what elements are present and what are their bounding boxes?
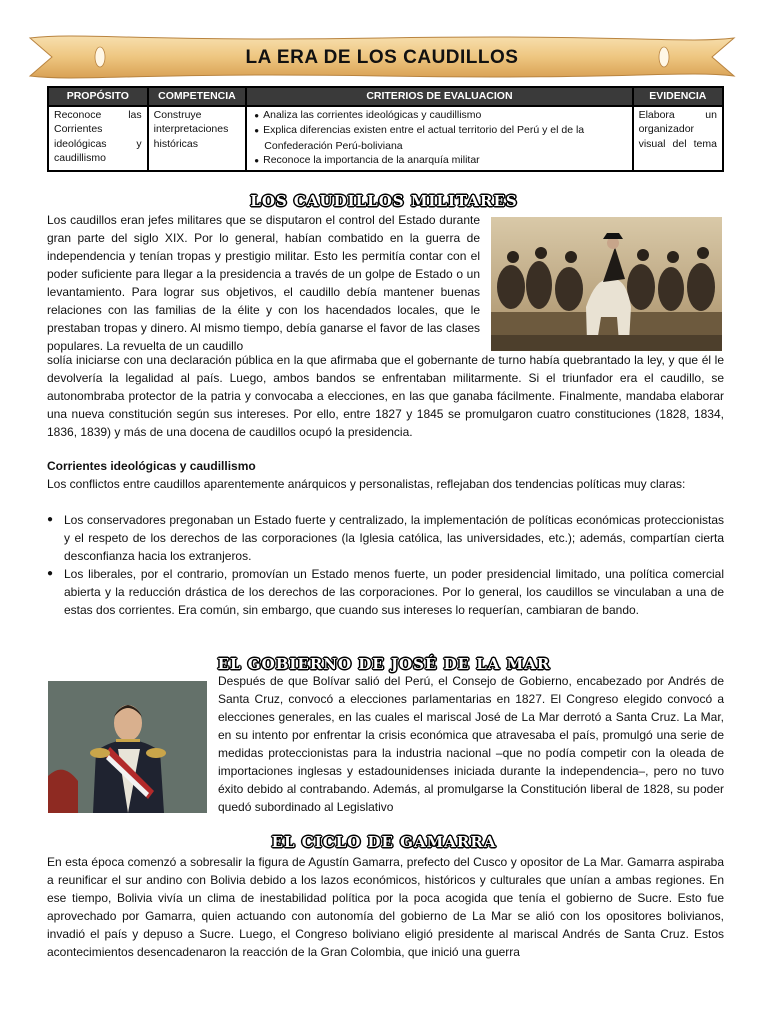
page-title: LA ERA DE LOS CAUDILLOS xyxy=(245,47,519,68)
section-heading-la-mar: EL GOBIERNO DE JOSÉ DE LA MAR xyxy=(217,655,551,673)
header-criterios: CRITERIOS DE EVALUACION xyxy=(246,87,632,106)
section-heading-gamarra: EL CICLO DE GAMARRA xyxy=(271,833,497,851)
caudillos-paragraph-intro: Los caudillos eran jefes militares que se disputaron el control del Estado durante gran parte del siglo XIX. Por lo general, habían combatido en la guerra de independencia y tenían tropas y prestigio militar. Esto les permitía contar con el poder suficiente para llegar a la presidencia a través de un golpe de Estado o un levantamiento. Para lograr sus objetivos, el caudillo debía mantener buenas relaciones con las familias de la élite y con los hacendados locales, que le prestaban tropas y dinero. Al mismo tiempo, debía ganarse el favor de las clases populares. La revuelta de un caudillo xyxy=(47,213,480,353)
la-mar-paragraph: Después de que Bolívar salió del Perú, el Consejo de Gobierno, encabezado por Andrés de Santa Cruz, convocó a elecciones parlamentarias en 1827. El Congreso elegido convocó a elecciones generales, en las cuales el mariscal José de La Mar derrotó a Santa Cruz. La Mar, en su intento por enfrentar la crisis económica que atravesaba el país, promulgó una serie de medidas proteccionistas para la industria nacional –que no podía competir con la oleada de importaciones inglesas y estadounidenses iniciada durante la independencia–, pero no tuvo éxito debido al contrabando. Además, al promulgarse la Constitución liberal de 1828, su poder quedó subordinado al Legislativo xyxy=(218,674,724,814)
header-proposito: PROPÓSITO xyxy=(48,87,148,106)
la-mar-portrait-image xyxy=(48,681,207,813)
title-banner xyxy=(22,32,742,82)
list-item-conservadores: ● Los conservadores pregonaban un Estado fuerte y centralizado, la implementación de políticas económicas proteccionistas y el respeto de los derechos de las corporaciones (la Iglesia católica, las universidades, etc.); además, compartían cierta desconfianza hacia los extranjeros. xyxy=(47,511,724,565)
caudillos-cavalry-image xyxy=(491,217,722,351)
corrientes-intro: Los conflictos entre caudillos aparentemente anárquicos y personalistas, reflejaban dos tendencias políticas muy claras: xyxy=(47,477,686,491)
list-item-liberales: ● Los liberales, por el contrario, promovían un Estado menos fuerte, un poder presidencial limitado, una política comercial abierta y la reducción drástica de los derechos de las corporaciones. Por lo general, los caudillos se vinculaban a una de estas dos corrientes. Era común, sin embargo, que cuando sus intereses lo requerían, cambiaran de bando. xyxy=(47,565,724,619)
cell-competencia: Construye interpretaciones históricas xyxy=(148,106,247,171)
cell-evidencia: Elabora un organizador visual del tema xyxy=(633,106,723,171)
gamarra-paragraph: En esta época comenzó a sobresalir la figura de Agustín Gamarra, prefecto del Cusco y opositor de La Mar. Gamarra aspiraba a reunificar el sur andino con Bolivia debido a los lazos económicos, históricos y culturales que unían a ambas regiones. En ese tiempo, Bolivia vivía un clima de inestabilidad política por la poca acogida que tenía el gobierno de Sucre. Esto fue aprovechado por Gamarra, quien actuando con autonomía del gobierno de La Mar se alió con los opositores bolivianos, invadió el país y depuso a Sucre. Luego, el Congreso boliviano eligió presidente al mariscal Andrés de Santa Cruz. Estos acontecimientos desencadenaron la reacción de la Gran Colombia, que inició una guerra xyxy=(47,855,724,959)
criterio-item: ● Explica diferencias existen entre el actual territorio del Perú y el de la Confederación Perú-boliviana xyxy=(252,123,626,153)
corrientes-subtitle: Corrientes ideológicas y caudillismo xyxy=(47,459,256,473)
criterio-item: ● Analiza las corrientes ideológicas y caudillismo xyxy=(252,108,626,124)
cell-proposito: Reconoce las Corrientes ideológicas y caudillismo xyxy=(48,106,148,171)
learning-table xyxy=(47,86,724,172)
corrientes-list xyxy=(47,511,724,619)
criterio-item: ● Reconoce la importancia de la anarquía militar xyxy=(252,153,626,169)
cell-criterios xyxy=(246,106,632,171)
table-row xyxy=(48,106,723,171)
caudillos-paragraph-continued: solía iniciarse con una declaración pública en la que afirmaba que el gobernante de turno había quebrantado la ley, y que él le devolvería la legalidad al país. Luego, ambos bandos se enfrentaban militarmente. Si el triunfador era el caudillo, se autonombraba protector de la patria y convocaba a elecciones, en las que ganaba fácilmente. Finalmente, mandaba elaborar una nueva constitución según sus intereses. Por ello, entre 1827 y 1845 se promulgaron cuatro constituciones (1828, 1834, 1836, 1839) y más de una docena de caudillos ocupó la presidencia. xyxy=(47,353,724,439)
header-competencia: COMPETENCIA xyxy=(148,87,247,106)
table-header-row xyxy=(48,87,723,106)
section-heading-caudillos: LOS CAUDILLOS MILITARES xyxy=(250,192,518,210)
header-evidencia: EVIDENCIA xyxy=(633,87,723,106)
